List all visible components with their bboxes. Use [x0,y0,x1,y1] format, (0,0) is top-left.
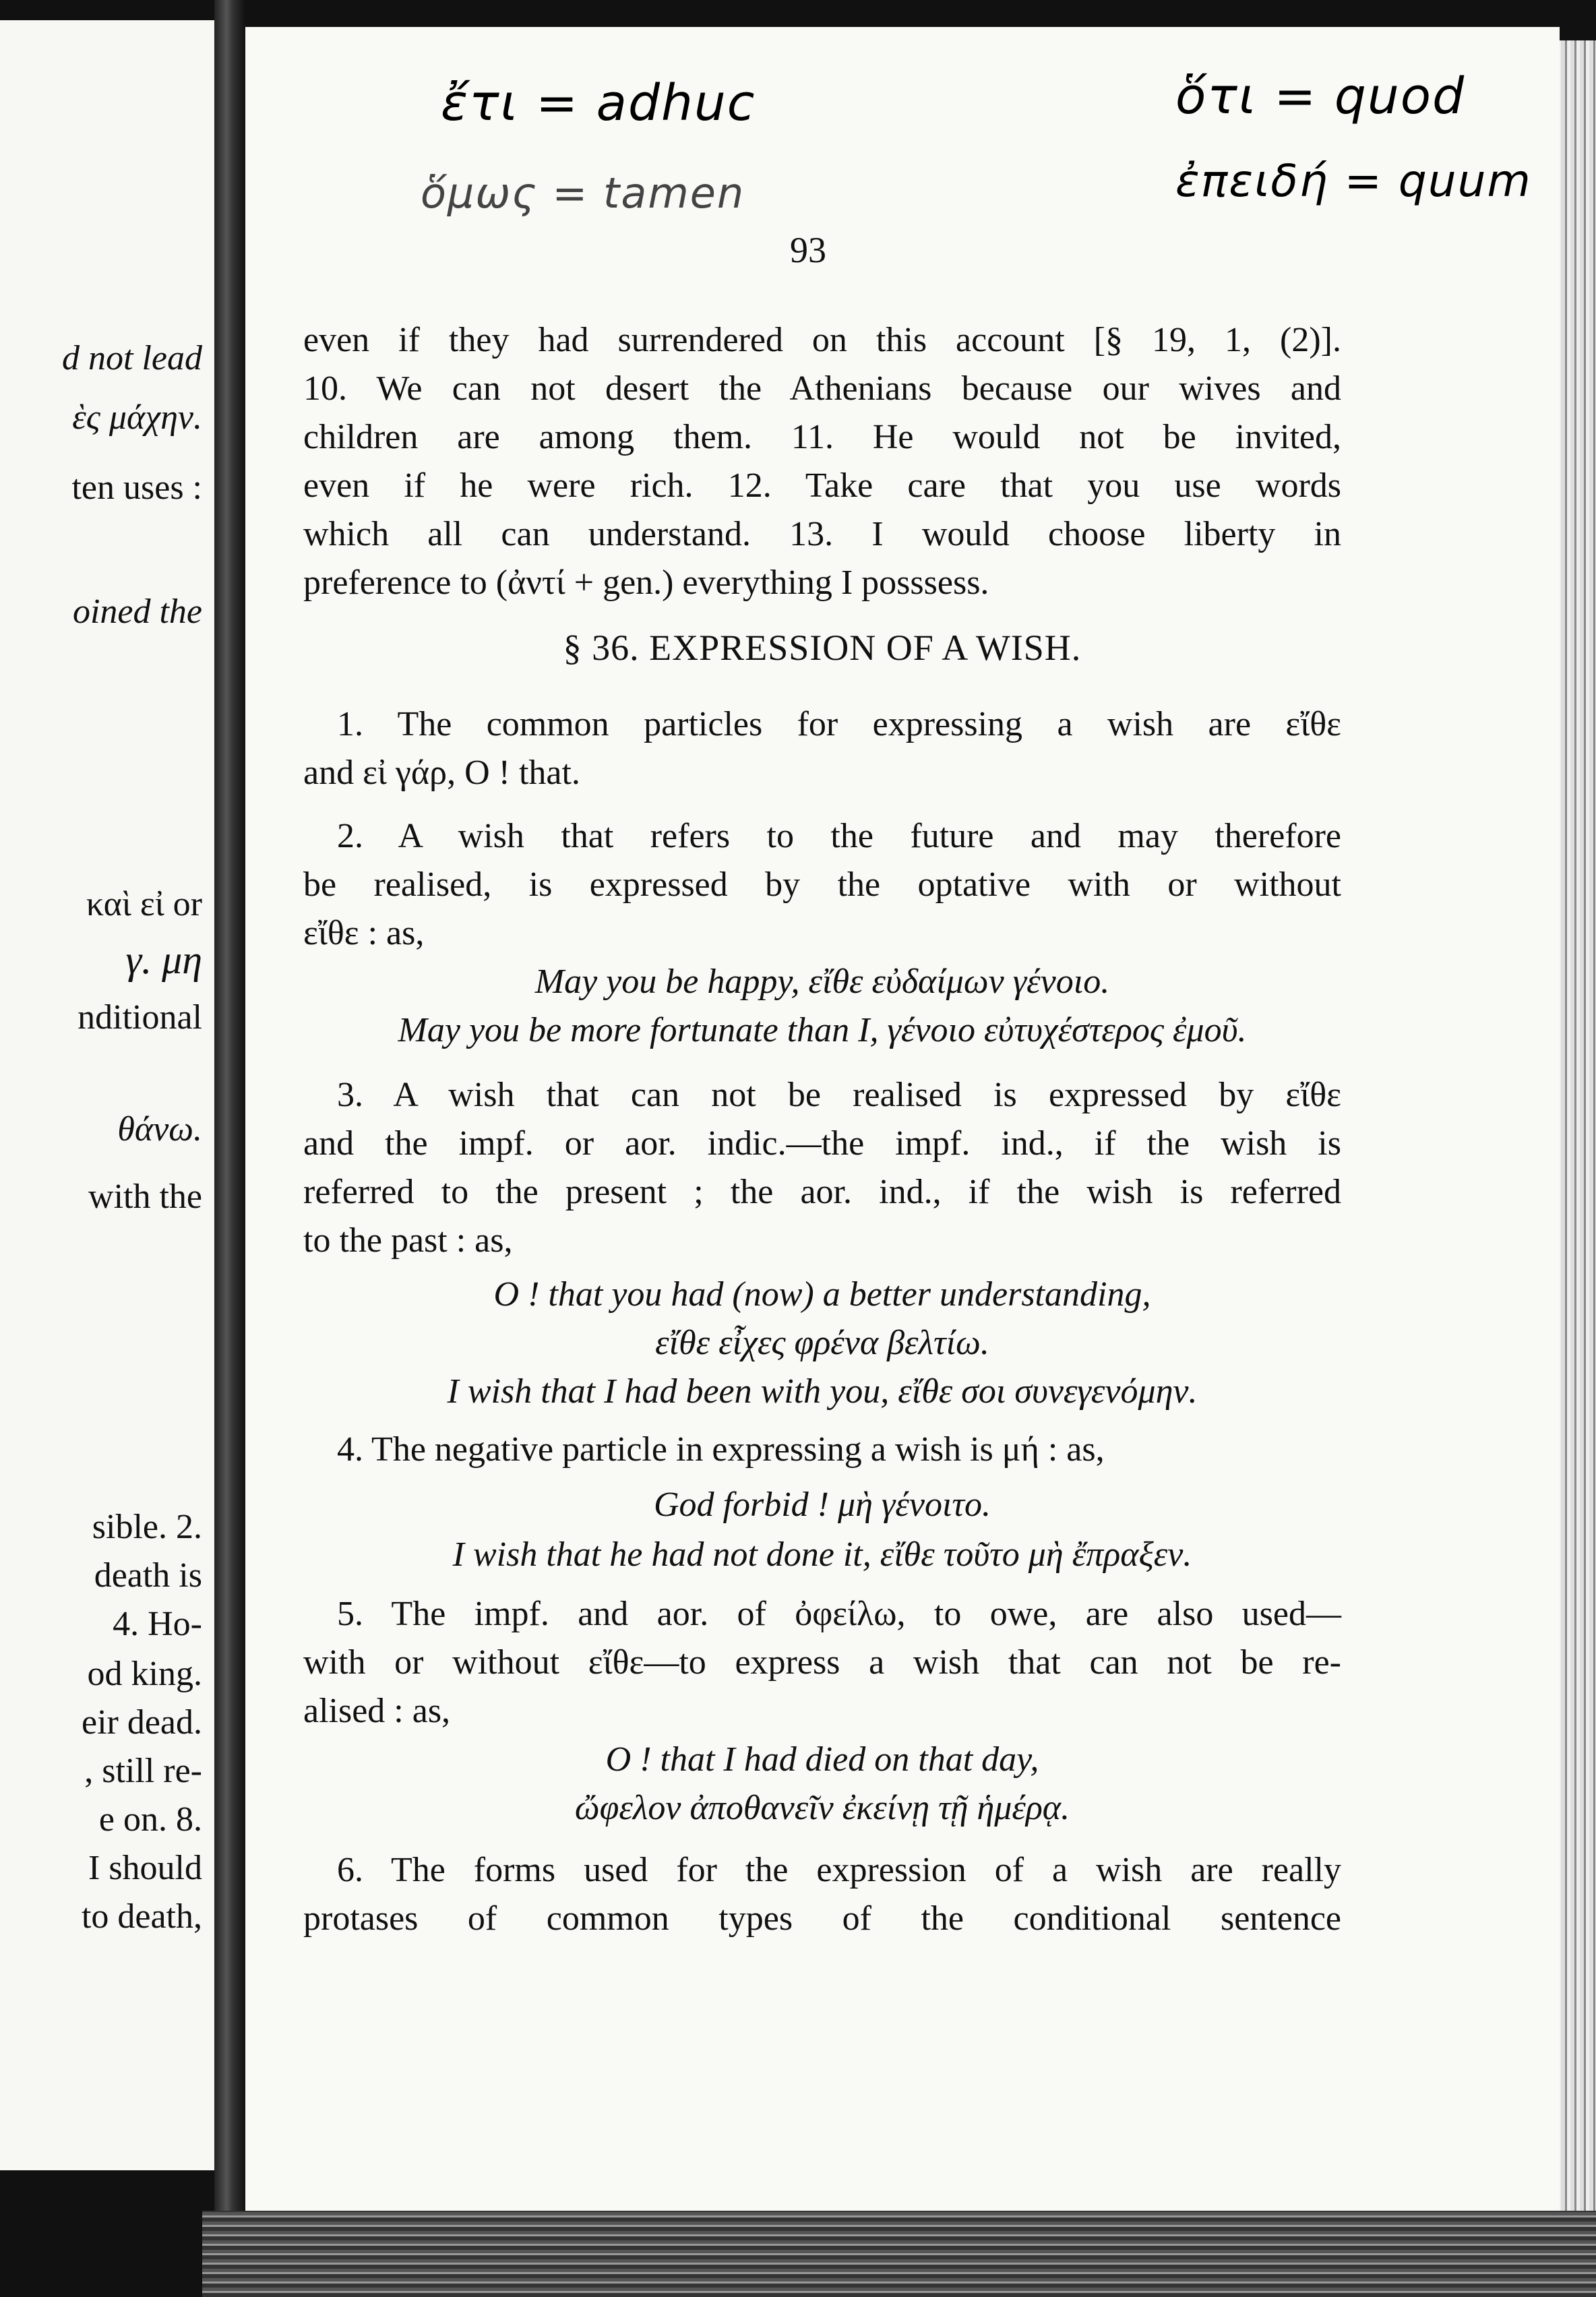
handwritten-note: ὅτι = quod [1175,67,1466,125]
page-number: 93 [790,230,826,270]
left-line: θάνω. [117,1110,202,1148]
text-line: protases of common types of the conditional sentence [303,1899,1341,1938]
text-line: be realised, is expressed by the optative with or without [303,865,1341,904]
text-line: 4. The negative particle in expressing a wish is μή : as, [337,1430,1105,1469]
example-line: I wish that he had not done it, εἴθε τοῦτο μὴ ἔπραξεν. [452,1535,1192,1574]
text-line: alised : as, [303,1692,451,1730]
book-gutter [214,0,245,2297]
page-93 [245,27,1560,2211]
left-line: , still re- [84,1752,202,1790]
left-line: ten uses : [71,468,202,507]
text-line: 3. A wish that can not be realised is expressed by εἴθε [337,1076,1341,1114]
facing-page-left [0,20,214,2170]
left-line: nditional [78,998,202,1037]
text-line: referred to the present ; the aor. ind., if the wish is referred [303,1173,1341,1211]
left-line: ὲς μάχην. [72,398,202,437]
text-line: and εἰ γάρ, O ! that. [303,754,580,792]
left-line: e on. 8. [98,1800,202,1839]
example-line: O ! that I had died on that day, [605,1740,1039,1779]
handwritten-note: ἐπειδή = quum [1175,155,1532,207]
left-line: od king. [87,1655,202,1693]
page-edges-bottom [202,2211,1596,2297]
left-handwritten-line: γ. μη [125,938,202,982]
example-line: I wish that I had been with you, εἴθε σοι συνεγενόμην. [447,1372,1198,1411]
example-line: God forbid ! μὴ γένοιτο. [653,1486,991,1524]
text-line: which all can understand. 13. I would choose liberty in [303,515,1341,553]
example-line: ὤφελον ἀποθανεῖν ἐκείνῃ τῇ ἡμέρᾳ. [574,1789,1070,1827]
text-line: children are among them. 11. He would not be invited, [303,418,1341,456]
example-line: O ! that you had (now) a better understanding, [493,1275,1151,1314]
example-line: εἴθε εἶχες φρένα βελτίω. [655,1324,989,1362]
section-heading: § 36. EXPRESSION OF A WISH. [563,627,1082,668]
left-line: oined the [72,592,202,631]
example-line: May you be happy, εἴθε εὐδαίμων γένοιο. [534,962,1110,1001]
text-line: 1. The common particles for expressing a wish are εἴθε [337,705,1341,743]
left-line: 4. Ho- [113,1605,202,1643]
text-line: 10. We can not desert the Athenians because our wives and [303,369,1341,408]
text-line: 2. A wish that refers to the future and may therefore [337,817,1341,855]
left-line: with the [88,1177,202,1216]
text-line: εἴθε : as, [303,914,425,952]
text-line: preference to (ἀντί + gen.) everything I posssess. [303,563,989,602]
text-line: 6. The forms used for the expression of a wish are really [337,1851,1341,1889]
example-line: May you be more fortunate than I, γένοιο εὐτυχέστερος ἐμοῦ. [398,1011,1247,1049]
text-line: 5. The impf. and aor. of ὀφείλω, to owe, are also used— [337,1595,1341,1633]
left-line: d not lead [62,339,202,377]
text-line: with or without εἴθε—to express a wish that can not be re- [303,1643,1341,1682]
handwritten-note: ὅμως = tamen [421,169,745,218]
left-line: eir dead. [81,1703,202,1742]
left-line: sible. 2. [92,1508,202,1546]
left-line: death is [94,1556,202,1595]
text-line: even if they had surrendered on this account [§ 19, 1, (2)]. [303,321,1341,359]
left-line: I should [88,1849,202,1887]
text-line: and the impf. or aor. indic.—the impf. ind., if the wish is [303,1124,1341,1163]
handwritten-note: ἔτι = adhuc [441,74,756,132]
left-line: καὶ εἰ or [86,885,202,923]
text-line: to the past : as, [303,1221,513,1260]
text-line: even if he were rich. 12. Take care that you use words [303,466,1341,505]
left-line: to death, [81,1897,202,1936]
